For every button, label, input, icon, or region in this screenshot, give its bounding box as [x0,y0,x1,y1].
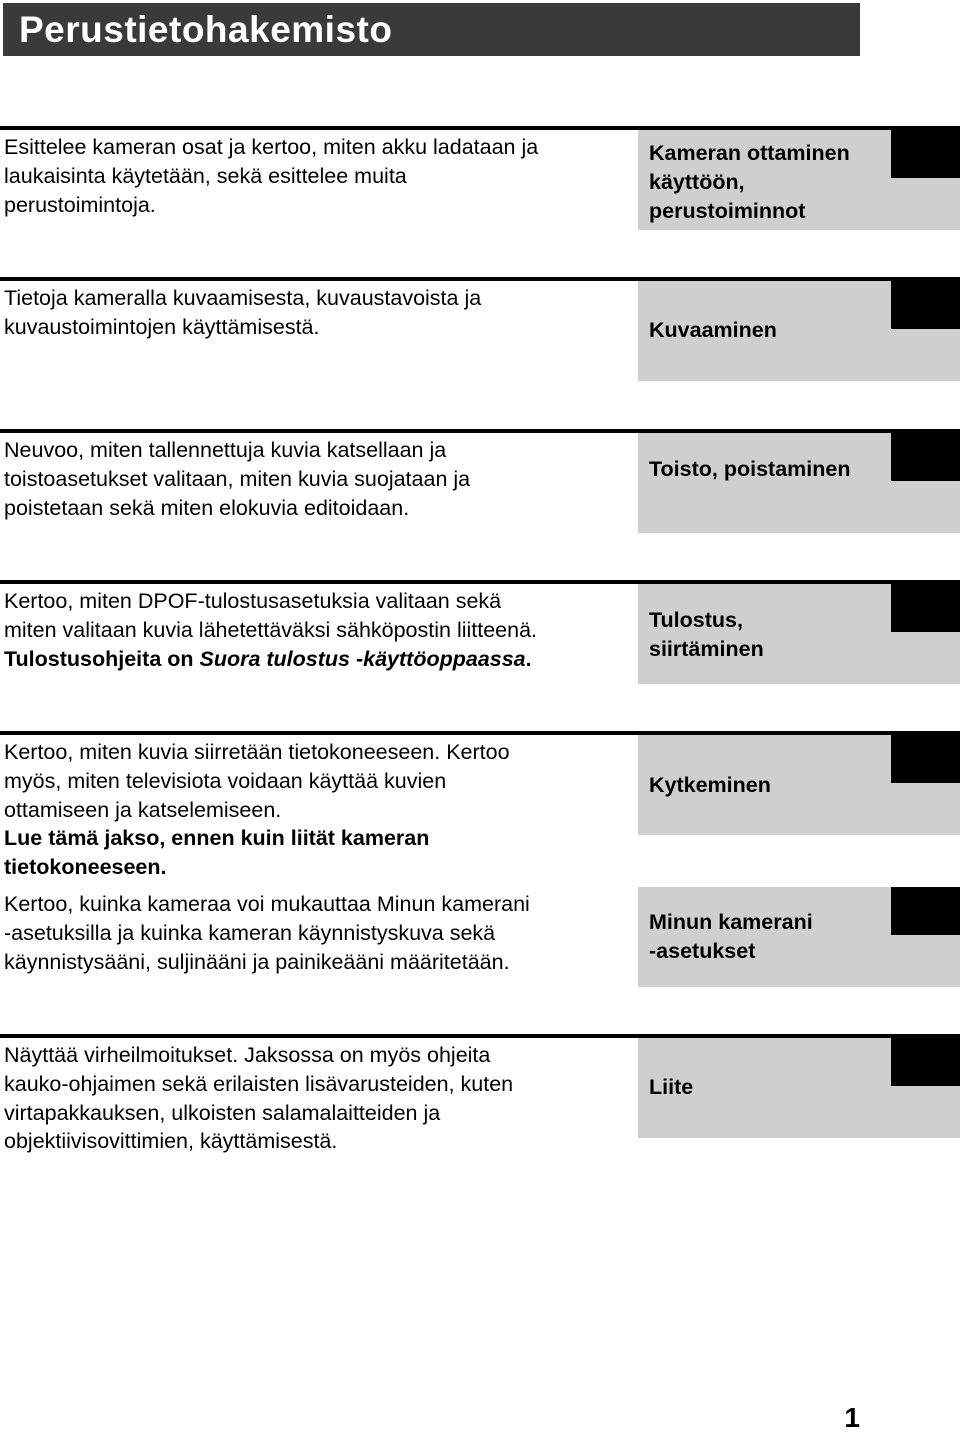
print-guide-note [4,645,630,674]
section-appendix [0,1034,960,1154]
section-description [4,436,630,522]
tab-label [649,139,889,225]
tab-marker [891,130,960,178]
description-line: Kertoo, miten kuvia siirretään tietokoneeseen. Kertoo [4,740,510,764]
tab-appendix[interactable] [638,1038,960,1138]
section-description [4,738,630,882]
section-shooting [0,277,960,385]
section-printing [0,580,960,688]
tab-playback[interactable] [638,433,960,533]
tab-label [649,771,889,800]
description-line: poistetaan sekä miten elokuvia editoidaan. [4,495,410,520]
description-line: virtapakkauksen, ulkoisten salamalaitteiden ja [4,1100,441,1125]
tab-label-line: perustoiminnot [649,198,806,223]
description-line: ottamiseen ja katselemiseen. [4,797,282,822]
description-line: objektiivisovittimien, käyttämisestä. [4,1129,338,1154]
page-number: 1 [844,1402,860,1433]
tab-marker [891,433,960,481]
tab-printing[interactable] [638,584,960,684]
tab-label-line: Toisto, poistaminen [649,457,851,481]
tab-label-line: Minun kamerani [649,910,813,934]
section-connecting [0,731,960,880]
description-line: Kertoo, kuinka kameraa voi mukauttaa Minun kamerani [4,892,530,916]
note-guide-title: Suora tulostus -käyttöoppaassa [199,646,526,671]
description-line: Tietoja kameralla kuvaamisesta, kuvaustavoista ja [4,286,482,310]
description-line: käynnistysääni, suljinääni ja painikeääni määritetään. [4,949,510,974]
tab-marker [891,584,960,632]
tab-label [649,606,889,664]
tab-label-line: -asetukset [649,938,756,963]
note-suffix: . [525,646,532,671]
section-my-camera [0,883,960,991]
description-line: kauko-ohjaimen sekä erilaisten lisävarusteiden, kuten [4,1071,514,1096]
description-line: perustoimintoja. [4,192,156,217]
tab-marker [891,735,960,783]
tab-marker [891,281,960,329]
description-line: Näyttää virheilmoitukset. Jaksossa on myös ohjeita [4,1043,491,1067]
tab-marker [891,887,960,935]
description-line: -asetuksilla ja kuinka kameran käynnistyskuva sekä [4,920,496,945]
section-description [4,284,630,342]
description-line: myös, miten televisiota voidaan käyttää kuvien [4,768,447,793]
section-playback [0,429,960,537]
section-description [4,1041,630,1156]
tab-marker [891,1038,960,1086]
description-line: kuvaustoimintojen käyttämisestä. [4,314,320,339]
note-prefix: Tulostusohjeita on [4,646,200,671]
description-line: Esittelee kameran osat ja kertoo, miten akku ladataan ja [4,135,539,159]
warning-line: Lue tämä jakso, ennen kuin liität kameran [4,826,430,851]
description-line: miten valitaan kuvia lähetettäväksi sähköpostin liitteenä. [4,617,538,642]
description-line: Neuvoo, miten tallennettuja kuvia katsellaan ja [4,438,447,462]
tab-label-line: Liite [649,1075,694,1099]
tab-label-line: Kytkeminen [649,773,771,797]
tab-label [649,908,889,966]
tab-label-line: Kuvaaminen [649,318,777,342]
description-line: Kertoo, miten DPOF-tulostusasetuksia valitaan sekä [4,589,502,613]
tab-label [649,316,889,345]
description-line: toistoasetukset valitaan, miten kuvia suojataan ja [4,466,471,491]
tab-label-line: siirtäminen [649,636,764,661]
page-title: Perustietohakemisto [3,3,860,56]
warning-line: tietokoneeseen. [4,855,167,880]
tab-shooting[interactable] [638,281,960,381]
description-line: laukaisinta käytetään, sekä esittelee muita [4,163,407,188]
tab-label [649,1073,889,1102]
tab-connecting[interactable] [638,735,960,835]
section-camera-basics [0,126,960,234]
section-description [4,133,630,219]
section-description [4,587,630,673]
tab-my-camera[interactable] [638,887,960,987]
tab-label-line: käyttöön, [649,169,745,194]
tab-label-line: Tulostus, [649,608,743,632]
tab-label-line: Kameran ottaminen [649,141,850,165]
tab-label [649,455,889,484]
tab-camera-basics[interactable] [638,130,960,230]
section-description [4,890,630,976]
